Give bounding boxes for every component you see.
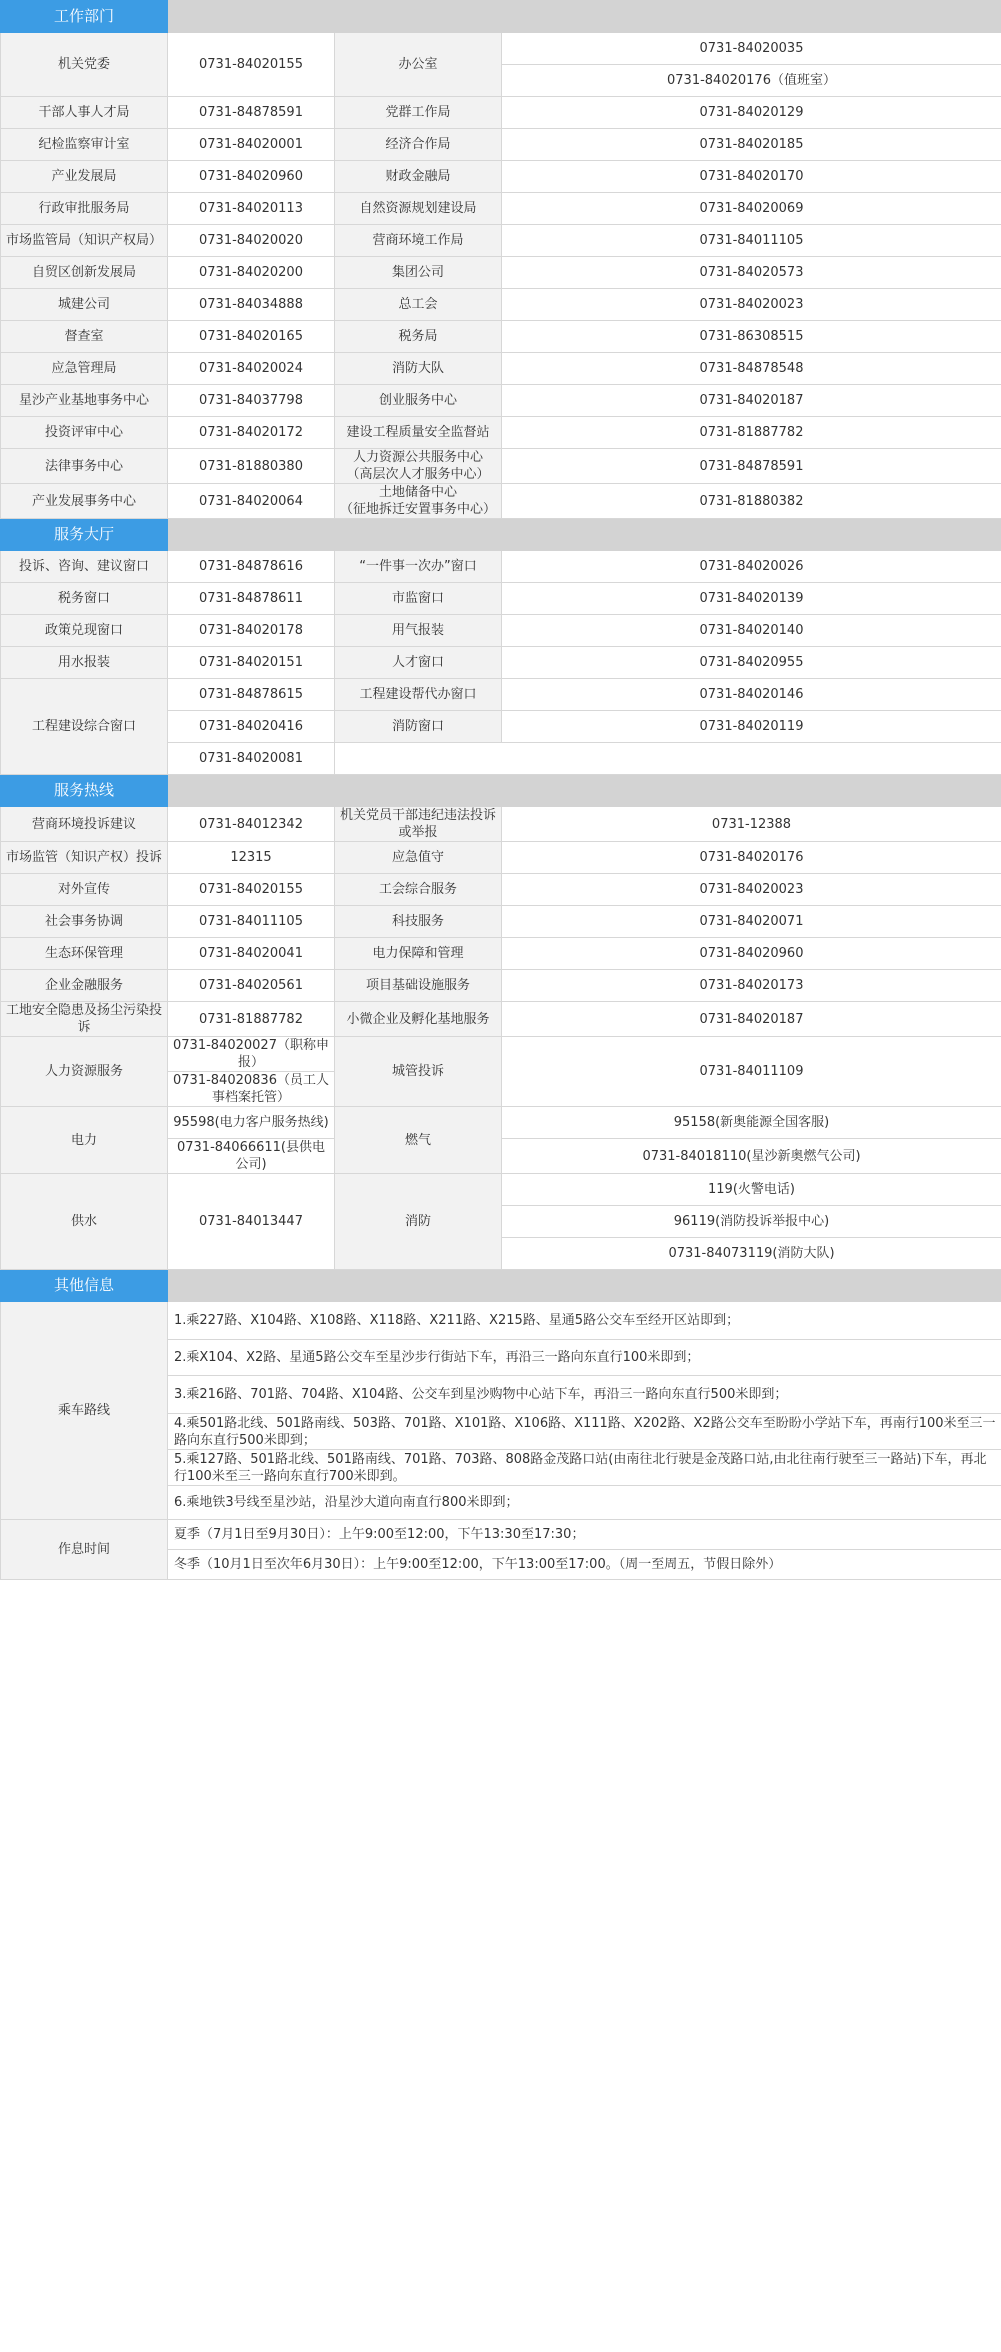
item-name: 总工会 <box>335 289 502 321</box>
table-row <box>1 938 1001 970</box>
item-name: 企业金融服务 <box>1 970 168 1002</box>
table-row <box>1 970 1001 1002</box>
bus-route-text: 1.乘227路、X104路、X108路、X118路、X211路、X215路、星通5路公交车至经开区站即到； <box>168 1302 1001 1340</box>
item-name: 市场监管局（知识产权局） <box>1 225 168 257</box>
section-header-fill <box>168 519 1001 551</box>
item-name: 法律事务中心 <box>1 449 168 484</box>
item-name: 党群工作局 <box>335 97 502 129</box>
item-name: 科技服务 <box>335 906 502 938</box>
item-name: 星沙产业基地事务中心 <box>1 385 168 417</box>
item-phone: 0731-84020113 <box>168 193 335 225</box>
item-name: 应急值守 <box>335 842 502 874</box>
table-row <box>1 33 1001 65</box>
table-row <box>1 1520 1001 1550</box>
office-hours-text: 冬季（10月1日至次年6月30日）：上午9:00至12:00，下午13:00至17:00。（周一至周五，节假日除外） <box>168 1550 1001 1580</box>
table-row <box>1 129 1001 161</box>
dept-name: 办公室 <box>335 33 502 97</box>
item-name: 集团公司 <box>335 257 502 289</box>
item-phone: 0731-84011109 <box>502 1037 1001 1107</box>
item-name: 纪检监察审计室 <box>1 129 168 161</box>
table-row <box>1 353 1001 385</box>
item-name: 税务局 <box>335 321 502 353</box>
item-name: 土地储备中心 （征地拆迁安置事务中心） <box>335 484 502 519</box>
item-name: 消防窗口 <box>335 711 502 743</box>
table-row <box>1 417 1001 449</box>
bus-route-text: 3.乘216路、701路、704路、X104路、公交车到星沙购物中心站下车，再沿三一路向东直行500米即到； <box>168 1376 1001 1414</box>
item-phone: 12315 <box>168 842 335 874</box>
item-phone: 0731-84020023 <box>502 874 1001 906</box>
item-phone: 0731-84020146 <box>502 679 1001 711</box>
item-name: 生态环保管理 <box>1 938 168 970</box>
dept-phone: 0731-84020155 <box>168 33 335 97</box>
item-phone: 0731-84020139 <box>502 583 1001 615</box>
item-phone: 0731-84011105 <box>502 225 1001 257</box>
table-row <box>1 1037 1001 1072</box>
item-name: 干部人事人才局 <box>1 97 168 129</box>
dept-name: 机关党委 <box>1 33 168 97</box>
table-row <box>1 289 1001 321</box>
item-phone: 0731-84878548 <box>502 353 1001 385</box>
section-header-work-departments <box>1 1 1001 33</box>
table-row <box>1 679 1001 711</box>
item-phone: 0731-84020185 <box>502 129 1001 161</box>
section-title: 工作部门 <box>1 1 168 33</box>
item-name: 消防大队 <box>335 353 502 385</box>
item-name: 电力 <box>1 1107 168 1174</box>
item-name: 城管投诉 <box>335 1037 502 1107</box>
office-hours-label: 作息时间 <box>1 1520 168 1580</box>
item-phone: 0731-84020071 <box>502 906 1001 938</box>
item-phone: 0731-84020041 <box>168 938 335 970</box>
table-row <box>1 1302 1001 1340</box>
table-row <box>1 97 1001 129</box>
item-name: 市场监管（知识产权）投诉 <box>1 842 168 874</box>
table-row <box>1 874 1001 906</box>
item-phone: 0731-84020026 <box>502 551 1001 583</box>
table-row <box>1 1174 1001 1206</box>
item-name: “一件事一次办”窗口 <box>335 551 502 583</box>
item-name: 供水 <box>1 1174 168 1270</box>
item-phone: 0731-84011105 <box>168 906 335 938</box>
item-phone: 0731-84878616 <box>168 551 335 583</box>
item-phone: 0731-84020172 <box>168 417 335 449</box>
item-name: 电力保障和管理 <box>335 938 502 970</box>
item-name: 营商环境工作局 <box>335 225 502 257</box>
item-name: 营商环境投诉建议 <box>1 807 168 842</box>
item-phone: 0731-84066611(县供电公司) <box>168 1139 335 1174</box>
item-phone: 0731-84020024 <box>168 353 335 385</box>
table-row <box>1 225 1001 257</box>
item-name: 机关党员干部违纪违法投诉或举报 <box>335 807 502 842</box>
item-phone: 0731-84020119 <box>502 711 1001 743</box>
item-name: 用气报装 <box>335 615 502 647</box>
item-phone: 119(火警电话) <box>502 1174 1001 1206</box>
item-phone: 0731-84034888 <box>168 289 335 321</box>
item-name: 社会事务协调 <box>1 906 168 938</box>
bus-route-text: 2.乘X104、X2路、星通5路公交车至星沙步行街站下车，再沿三一路向东直行100米即到； <box>168 1340 1001 1376</box>
item-name: 自贸区创新发展局 <box>1 257 168 289</box>
item-phone: 0731-84020200 <box>168 257 335 289</box>
item-phone: 95158(新奥能源全国客服) <box>502 1107 1001 1139</box>
item-phone: 0731-84020170 <box>502 161 1001 193</box>
item-name: 税务窗口 <box>1 583 168 615</box>
item-name: 产业发展局 <box>1 161 168 193</box>
item-name: 对外宣传 <box>1 874 168 906</box>
section-header-fill <box>168 775 1001 807</box>
item-phone: 0731-84020165 <box>168 321 335 353</box>
item-name: 投资评审中心 <box>1 417 168 449</box>
table-row <box>1 1107 1001 1139</box>
item-phone: 0731-84020173 <box>502 970 1001 1002</box>
item-phone: 0731-84073119(消防大队) <box>502 1238 1001 1270</box>
item-phone: 0731-84020069 <box>502 193 1001 225</box>
item-phone: 0731-81880380 <box>168 449 335 484</box>
item-name: 人力资源服务 <box>1 1037 168 1107</box>
section-title: 服务热线 <box>1 775 168 807</box>
item-phone: 0731-84020836（员工人事档案托管） <box>168 1072 335 1107</box>
bus-route-text: 6.乘地铁3号线至星沙站，沿星沙大道向南直行800米即到； <box>168 1486 1001 1520</box>
item-phone: 0731-84013447 <box>168 1174 335 1270</box>
item-phone: 0731-84020561 <box>168 970 335 1002</box>
item-phone: 0731-84020155 <box>168 874 335 906</box>
item-phone: 96119(消防投诉举报中心) <box>502 1206 1001 1238</box>
item-phone: 95598(电力客户服务热线) <box>168 1107 335 1139</box>
empty-cell <box>335 743 1001 775</box>
item-phone: 0731-84020176 <box>502 842 1001 874</box>
table-row <box>1 449 1001 484</box>
item-phone: 0731-84018110(星沙新奥燃气公司) <box>502 1139 1001 1174</box>
table-row <box>1 807 1001 842</box>
item-phone: 0731-84020960 <box>502 938 1001 970</box>
item-phone: 0731-84020140 <box>502 615 1001 647</box>
bus-route-text: 4.乘501路北线、501路南线、503路、701路、X101路、X106路、X111路、X202路、X2路公交车至盼盼小学站下车，再南行100米至三一路向东直行500米即到； <box>168 1414 1001 1450</box>
table-row <box>1 161 1001 193</box>
item-name: 用水报装 <box>1 647 168 679</box>
bus-route-text: 5.乘127路、501路北线、501路南线、701路、703路、808路金茂路口站(由南往北行驶是金茂路口站,由北往南行驶至三一路站)下车，再北行100米至三一路向东直行700米即到。 <box>168 1450 1001 1486</box>
item-phone: 0731-84020081 <box>168 743 335 775</box>
item-phone: 0731-84020955 <box>502 647 1001 679</box>
table-row <box>1 842 1001 874</box>
table-row <box>1 906 1001 938</box>
item-phone: 0731-84020001 <box>168 129 335 161</box>
item-name: 市监窗口 <box>335 583 502 615</box>
item-phone: 0731-84020178 <box>168 615 335 647</box>
section-header-other-info <box>1 1270 1001 1302</box>
item-name: 经济合作局 <box>335 129 502 161</box>
item-phone: 0731-84012342 <box>168 807 335 842</box>
item-name: 财政金融局 <box>335 161 502 193</box>
item-phone: 0731-84020027（职称申报） <box>168 1037 335 1072</box>
item-name: 消防 <box>335 1174 502 1270</box>
table-row <box>1 551 1001 583</box>
item-name: 人力资源公共服务中心 （高层次人才服务中心） <box>335 449 502 484</box>
section-title: 服务大厅 <box>1 519 168 551</box>
item-phone: 0731-84037798 <box>168 385 335 417</box>
item-name: 人才窗口 <box>335 647 502 679</box>
table-row <box>1 193 1001 225</box>
item-phone: 0731-84020187 <box>502 1002 1001 1037</box>
table-row <box>1 647 1001 679</box>
item-name: 工地安全隐患及扬尘污染投诉 <box>1 1002 168 1037</box>
item-phone: 0731-84020064 <box>168 484 335 519</box>
item-phone: 0731-81880382 <box>502 484 1001 519</box>
item-phone: 0731-84020023 <box>502 289 1001 321</box>
item-phone: 0731-84020187 <box>502 385 1001 417</box>
item-phone: 0731-84878615 <box>168 679 335 711</box>
dept-phone: 0731-84020035 <box>502 33 1001 65</box>
item-name: 城建公司 <box>1 289 168 321</box>
item-phone: 0731-81887782 <box>168 1002 335 1037</box>
table-row <box>1 615 1001 647</box>
bus-route-label: 乘车路线 <box>1 1302 168 1520</box>
table-row <box>1 321 1001 353</box>
table-row <box>1 385 1001 417</box>
item-phone: 0731-84020020 <box>168 225 335 257</box>
table-row <box>1 1002 1001 1037</box>
item-name: 政策兑现窗口 <box>1 615 168 647</box>
item-phone: 0731-84020573 <box>502 257 1001 289</box>
item-name: 项目基础设施服务 <box>335 970 502 1002</box>
item-name: 工程建设综合窗口 <box>1 679 168 775</box>
section-header-service-hall <box>1 519 1001 551</box>
section-header-service-hotline <box>1 775 1001 807</box>
item-phone: 0731-86308515 <box>502 321 1001 353</box>
item-phone: 0731-12388 <box>502 807 1001 842</box>
item-name: 应急管理局 <box>1 353 168 385</box>
item-phone: 0731-84020960 <box>168 161 335 193</box>
table-row <box>1 484 1001 519</box>
section-title: 其他信息 <box>1 1270 168 1302</box>
item-phone: 0731-84878591 <box>168 97 335 129</box>
dept-phone: 0731-84020176（值班室） <box>502 65 1001 97</box>
item-name: 督查室 <box>1 321 168 353</box>
item-phone: 0731-84878611 <box>168 583 335 615</box>
item-name: 自然资源规划建设局 <box>335 193 502 225</box>
section-header-fill <box>168 1270 1001 1302</box>
item-name: 小微企业及孵化基地服务 <box>335 1002 502 1037</box>
item-phone: 0731-84020416 <box>168 711 335 743</box>
item-name: 燃气 <box>335 1107 502 1174</box>
item-name: 创业服务中心 <box>335 385 502 417</box>
item-phone: 0731-84878591 <box>502 449 1001 484</box>
item-name: 行政审批服务局 <box>1 193 168 225</box>
item-phone: 0731-84020151 <box>168 647 335 679</box>
item-name: 工会综合服务 <box>335 874 502 906</box>
item-name: 建设工程质量安全监督站 <box>335 417 502 449</box>
office-hours-text: 夏季（7月1日至9月30日）：上午9:00至12:00，下午13:30至17:30； <box>168 1520 1001 1550</box>
table-row <box>1 583 1001 615</box>
table-row <box>1 257 1001 289</box>
item-name: 工程建设帮代办窗口 <box>335 679 502 711</box>
item-phone: 0731-84020129 <box>502 97 1001 129</box>
item-name: 产业发展事务中心 <box>1 484 168 519</box>
item-phone: 0731-81887782 <box>502 417 1001 449</box>
item-name: 投诉、咨询、建议窗口 <box>1 551 168 583</box>
